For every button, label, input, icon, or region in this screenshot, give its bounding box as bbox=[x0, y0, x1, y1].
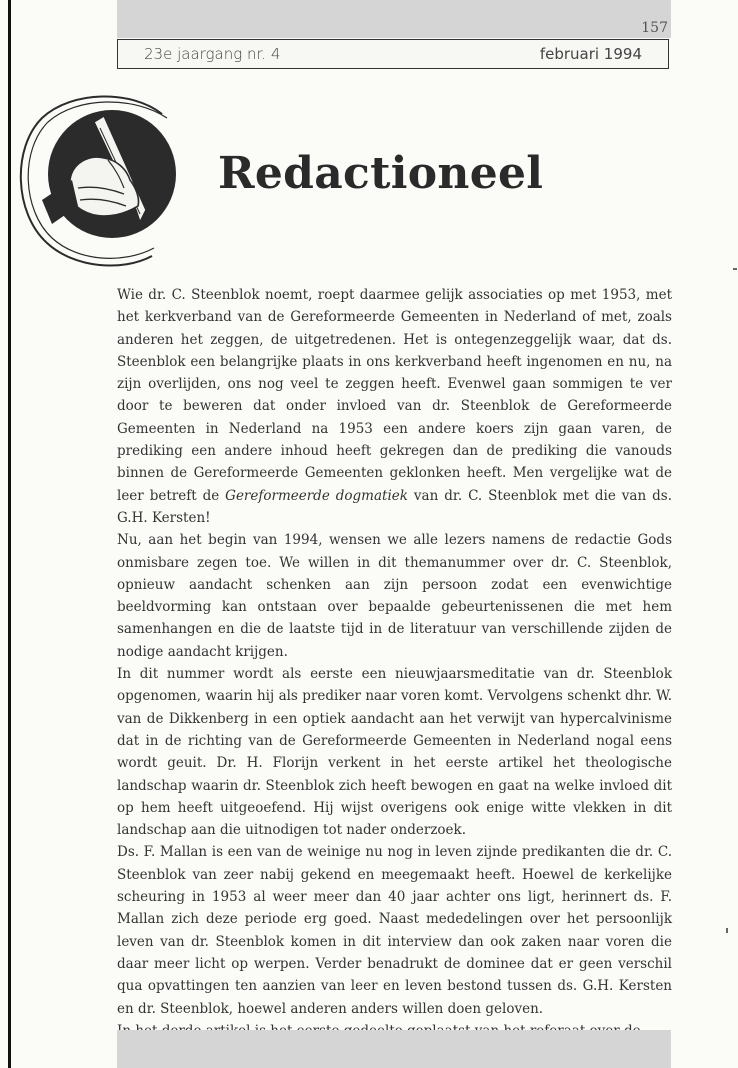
margin-tick bbox=[726, 928, 728, 933]
paragraph-3: In dit nummer wordt als eerste een nieuwjaarsmeditatie van dr. Steenblok opgenomen, waarin hij als prediker naar voren komt. Vervolgens schenkt dhr. W. van de Dikkenberg in een optiek aandacht aan het verwijt van hypercalvinisme dat in de richting van de Gereformeerde Gemeenten in Nederland nogal eens wordt geuit. Dr. H. Florijn verkent in het eerste artikel het theologische landschap waarin dr. Steenblok zich heeft bewogen en gaat na welke invloed dit op hem heeft uitgeoefend. Hij wijst overigens ook enige witte vlekken in dit landschap aan die uitnodigen tot nader onderzoek. bbox=[117, 666, 672, 839]
top-gray-band bbox=[117, 0, 671, 38]
paragraph-1-text: Wie dr. C. Steenblok noemt, roept daarmee gelijk associaties op met 1953, met het kerkverband van de Gereformeerde Gemeenten in Nederland of met, zoals anderen het zeggen, de uitgetredenen. Het is ontegenzeggelijk waar, dat ds. Steenblok een belangrijke plaats in ons kerkverband heeft ingenomen en nu, na zijn overlijden, ons nog veel te zeggen heeft. Evenwel gaan sommigen te ver door te beweren dat onder invloed van dr. Steenblok de Gereformeerde Gemeenten in Nederland na 1953 een andere koers zijn gaan varen, de prediking een andere inhoud heeft gekregen dan de prediking die vanouds binnen de Gereformeerde Gemeenten geklonken heeft. Men vergelijke wat de leer betreft de bbox=[117, 287, 672, 504]
issue-label: 23e jaargang nr. 4 bbox=[144, 45, 281, 63]
hand-writing-with-pen-icon bbox=[12, 88, 190, 274]
article-body bbox=[117, 284, 672, 1042]
issue-date: februari 1994 bbox=[539, 45, 642, 63]
bottom-gray-band bbox=[117, 1030, 671, 1068]
paragraph-1 bbox=[117, 284, 672, 529]
dogmatiek-title: Gereformeerde dogmatiek bbox=[225, 487, 408, 504]
paragraph-1-tail: van dr. C. Steenblok met die van ds. G.H. Kersten! bbox=[117, 487, 672, 526]
page-number: 157 bbox=[641, 20, 668, 36]
left-margin-rule bbox=[8, 0, 11, 1068]
paragraph-4: Ds. F. Mallan is een van de weinige nu nog in leven zijnde predikanten die dr. C. Steenblok van zeer nabij gekend en meegemaakt heeft. Hoewel de kerkelijke scheuring in 1953 al weer meer dan 40 jaar achter ons ligt, herinnert ds. F. Mallan zich deze periode erg goed. Naast mededelingen over het persoonlijk leven van dr. Steenblok komen in dit interview dan ook zaken naar voren die daar meer licht op werpen. Verder benadrukt de dominee dat er geen verschil qua opvattingen ten aanzien van leer en leven bestond tussen ds. G.H. Kersten en dr. Steenblok, hoewel anderen anders willen doen geloven. bbox=[117, 844, 672, 1017]
paragraph-2: Nu, aan het begin van 1994, wensen we alle lezers namens de redactie Gods onmisbare zegen toe. We willen in dit themanummer over dr. C. Steenblok, opnieuw aandacht schenken aan zijn persoon zodat een evenwichtige beeldvorming kan ontstaan over bepaalde gebeurtenissenen die met hem samenhangen en die de laatste tijd in de literatuur van verschillende zijden de nodige aandacht krijgen. bbox=[117, 532, 672, 660]
article-title: Redactioneel bbox=[218, 148, 544, 199]
margin-mark bbox=[733, 268, 737, 270]
running-header bbox=[117, 39, 669, 69]
